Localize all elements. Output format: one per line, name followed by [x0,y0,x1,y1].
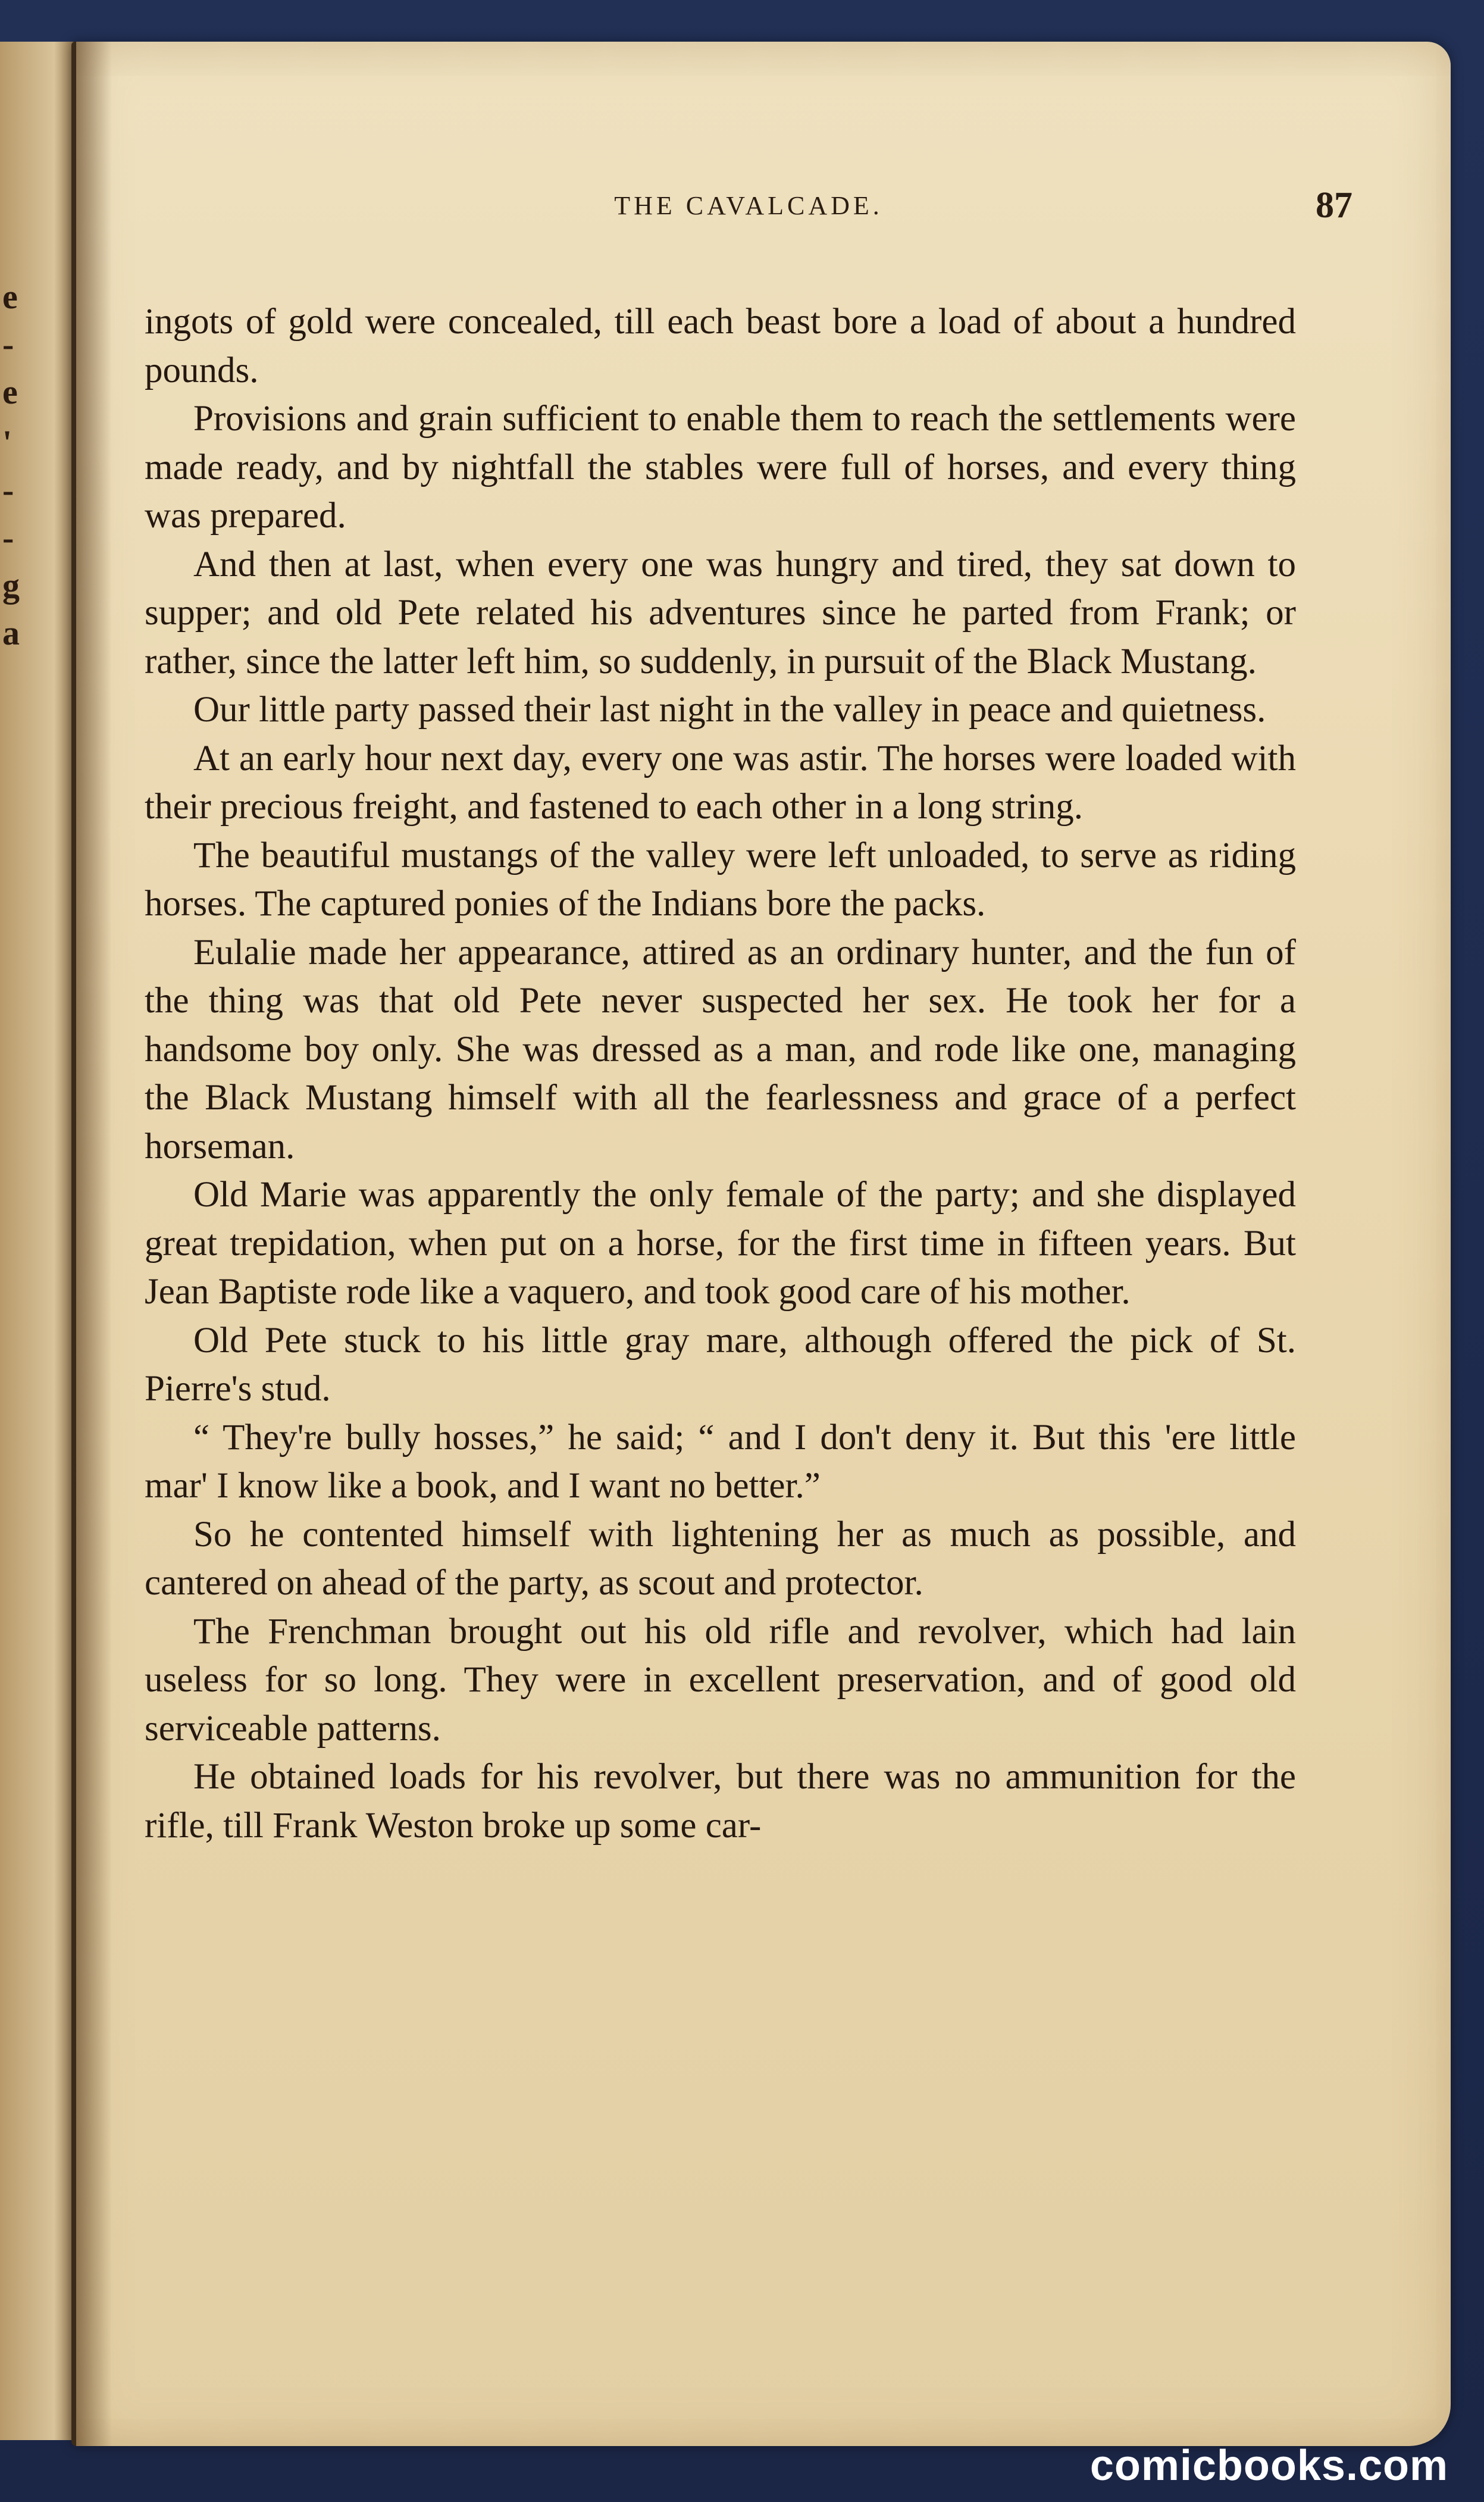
running-head [145,184,1352,256]
paragraph: So he contented himself with lightening her as much as possible, and cantered on ahead of the party, as scout and protector. [145,1514,1296,1603]
facing-page-fragment: e [2,277,18,316]
page-number: 87 [1316,185,1352,226]
site-watermark: comicbooks.com [1089,2442,1448,2490]
paragraph: “ They're bully hosses,” he said; “ and I don't deny it. But this 'ere little mar' I know like a book, and I want no better.” [145,1417,1296,1506]
running-title: THE CAVALCADE. [614,191,883,220]
facing-page-edge [0,42,77,2440]
page-gutter-shadow [76,42,112,2446]
paragraph: The Frenchman brought out his old rifle and revolver, which had lain useless for so long. They were in excellent preservation, and of good old serviceable patterns. [145,1611,1296,1749]
facing-page-fragment: - [2,518,14,557]
facing-page-fragment: g [2,566,20,605]
paragraph: And then at last, when every one was hungry and tired, they sat down to supper; and old Pete related his adventures since he parted from Frank; or rather, since the latter left him, so suddenly, in pursuit of the Black Mustang. [145,544,1296,681]
paragraph: Old Marie was apparently the only female of the party; and she displayed great trepidation, when put on a horse, for the first time in fifteen years. But Jean Baptiste rode like a vaquero, and took good care of his mother. [145,1175,1296,1312]
facing-page-fragment: - [2,471,14,509]
paragraph: ingots of gold were concealed, till each beast bore a load of about a hundred pounds. [145,302,1296,390]
paragraph: Provisions and grain sufficient to enable them to reach the settlements were made ready, and by nightfall the stables were full of horses, and every thing was prepared. [145,399,1296,536]
book-page [71,42,1451,2446]
paragraph: At an early hour next day, every one was astir. The horses were loaded with their precious freight, and fastened to each other in a long string. [145,738,1296,827]
paragraph: Our little party passed their last night in the valley in peace and quietness. [193,690,1266,730]
facing-page-fragment: a [2,614,20,652]
paragraph: The beautiful mustangs of the valley were left unloaded, to serve as riding horses. The captured ponies of the Indians bore the packs. [145,835,1296,924]
paragraph: Old Pete stuck to his little gray mare, although offered the pick of St. Pierre's stud. [145,1320,1296,1409]
facing-page-fragment: ' [2,423,12,462]
facing-page-fragment: - [2,325,14,364]
body-text [145,298,1296,1850]
paragraph: He obtained loads for his revolver, but there was no ammunition for the rifle, till Frank Weston broke up some car- [145,1757,1296,1846]
facing-page-fragment: e [2,373,18,411]
paragraph: Eulalie made her appearance, attired as an ordinary hunter, and the fun of the thing was that old Pete never suspected her sex. He took her for a handsome boy only. She was dressed as a man, and rode like one, managing the Black Mustang himself with all the fearlessness and grace of a perfect horseman. [145,932,1296,1166]
